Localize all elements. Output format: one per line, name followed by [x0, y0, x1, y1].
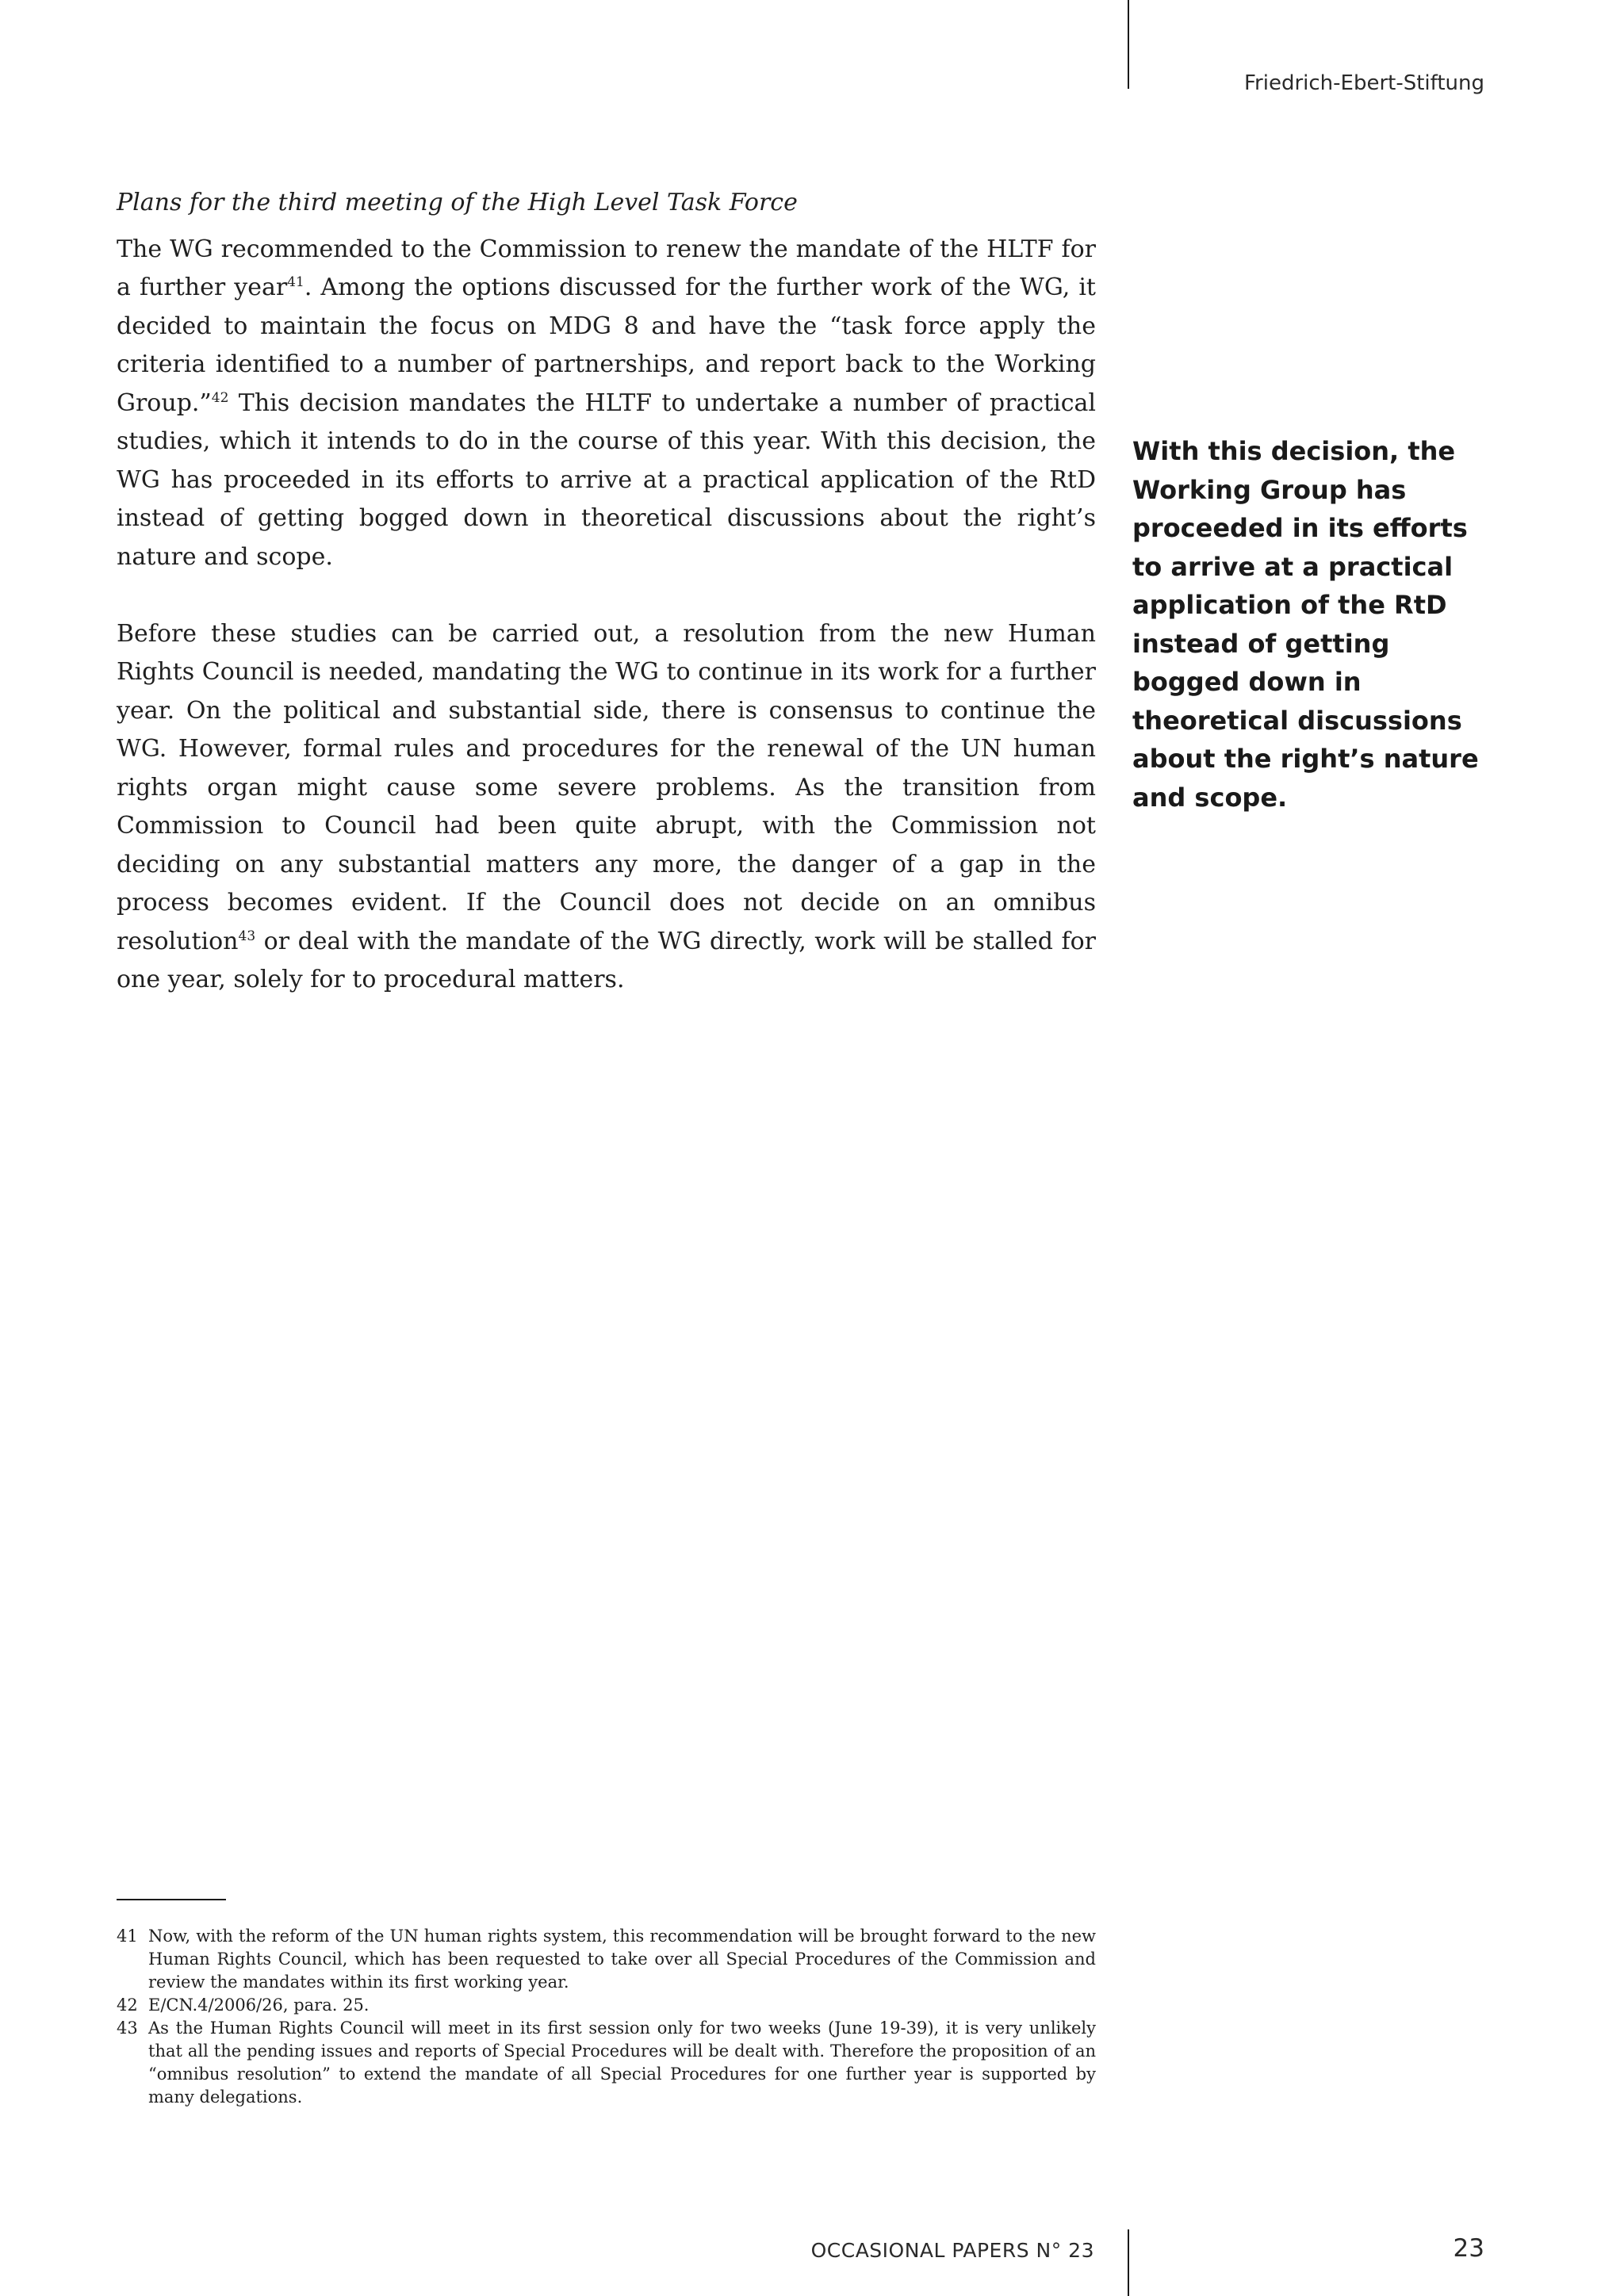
section-heading: Plans for the third meeting of the High Level Task Force: [117, 189, 798, 216]
footnote-number: 43: [117, 2019, 138, 2038]
footnote-text: As the Human Rights Council will meet in its first session only for two weeks (June 19-39), it is very unlikely that all the pending issues and reports of Special Procedures will be dealt with. Therefore the proposition of an “omnibus resolution” to extend the mandate of all Special Procedures for one further year is supported by many delegations.: [148, 2019, 1096, 2107]
footnote-number: 41: [117, 1927, 138, 1946]
paragraph-1-text-c: This decision mandates the HLTF to undertake a number of practical studies, which it intends to do in the course of this year. With this decision, the WG has proceeded in its efforts to arrive at a practical application of the RtD instead of getting bogged down in theoretical discussions about the right’s nature and scope.: [117, 388, 1096, 571]
footnote-43: [117, 2017, 1096, 2109]
footnote-text: E/CN.4/2006/26, para. 25.: [148, 1996, 370, 2015]
footnote-ref-42[interactable]: 42: [211, 389, 229, 406]
footnote-ref-43[interactable]: 43: [238, 928, 256, 944]
body-paragraph-1: [117, 231, 1096, 577]
body-paragraph-2: [117, 615, 1096, 1000]
footnote-41: [117, 1925, 1096, 1994]
paragraph-1-text-a: The WG recommended to the Commission to renew the mandate of the HLTF for a further year: [117, 235, 1096, 301]
paragraph-1-text-b: . Among the options discussed for the further work of the WG, it decided to maintain the focus on MDG 8 and have the “task force apply the criteria identified to a number of partnerships, and report back to the Working Group.”: [117, 274, 1096, 417]
publisher-header: Friedrich-Ebert-Stiftung: [1243, 71, 1484, 95]
top-divider-rule: [1128, 0, 1129, 89]
footnote-ref-41[interactable]: 41: [287, 274, 304, 290]
footnote-42: [117, 1994, 1096, 2017]
bottom-divider-rule: [1128, 2229, 1129, 2296]
footnote-separator: [117, 1899, 226, 1900]
pull-quote: With this decision, the Working Group has proceeded in its efforts to arrive at a practical application of the RtD instead of getting bogged down in theoretical discussions about the right’s nature and scope.: [1132, 436, 1479, 813]
footnote-text: Now, with the reform of the UN human rights system, this recommendation will be brought forward to the new Human Rights Council, which has been requested to take over all Special Procedures of the Commission and review the mandates within its first working year.: [148, 1927, 1096, 1992]
page-number: 23: [1453, 2234, 1484, 2263]
footnote-number: 42: [117, 1996, 138, 2015]
paragraph-2-text-b: or deal with the mandate of the WG directly, work will be stalled for one year, solely for to procedural matters.: [117, 927, 1096, 993]
series-label: OCCASIONAL PAPERS N° 23: [810, 2239, 1094, 2262]
footnotes: [117, 1925, 1096, 2109]
paragraph-2-text-a: Before these studies can be carried out, a resolution from the new Human Rights Council is needed, mandating the WG to continue in its work for a further year. On the political and substantial side, there is consensus to continue the WG. However, formal rules and procedures for the renewal of the UN human rights organ might cause some severe problems. As the transition from Commission to Council had been quite abrupt, with the Commission not deciding on any substantial matters any more, the danger of a gap in the process becomes evident. If the Council does not decide on an omnibus resolution: [117, 619, 1096, 955]
main-text-column: [117, 184, 1096, 1038]
